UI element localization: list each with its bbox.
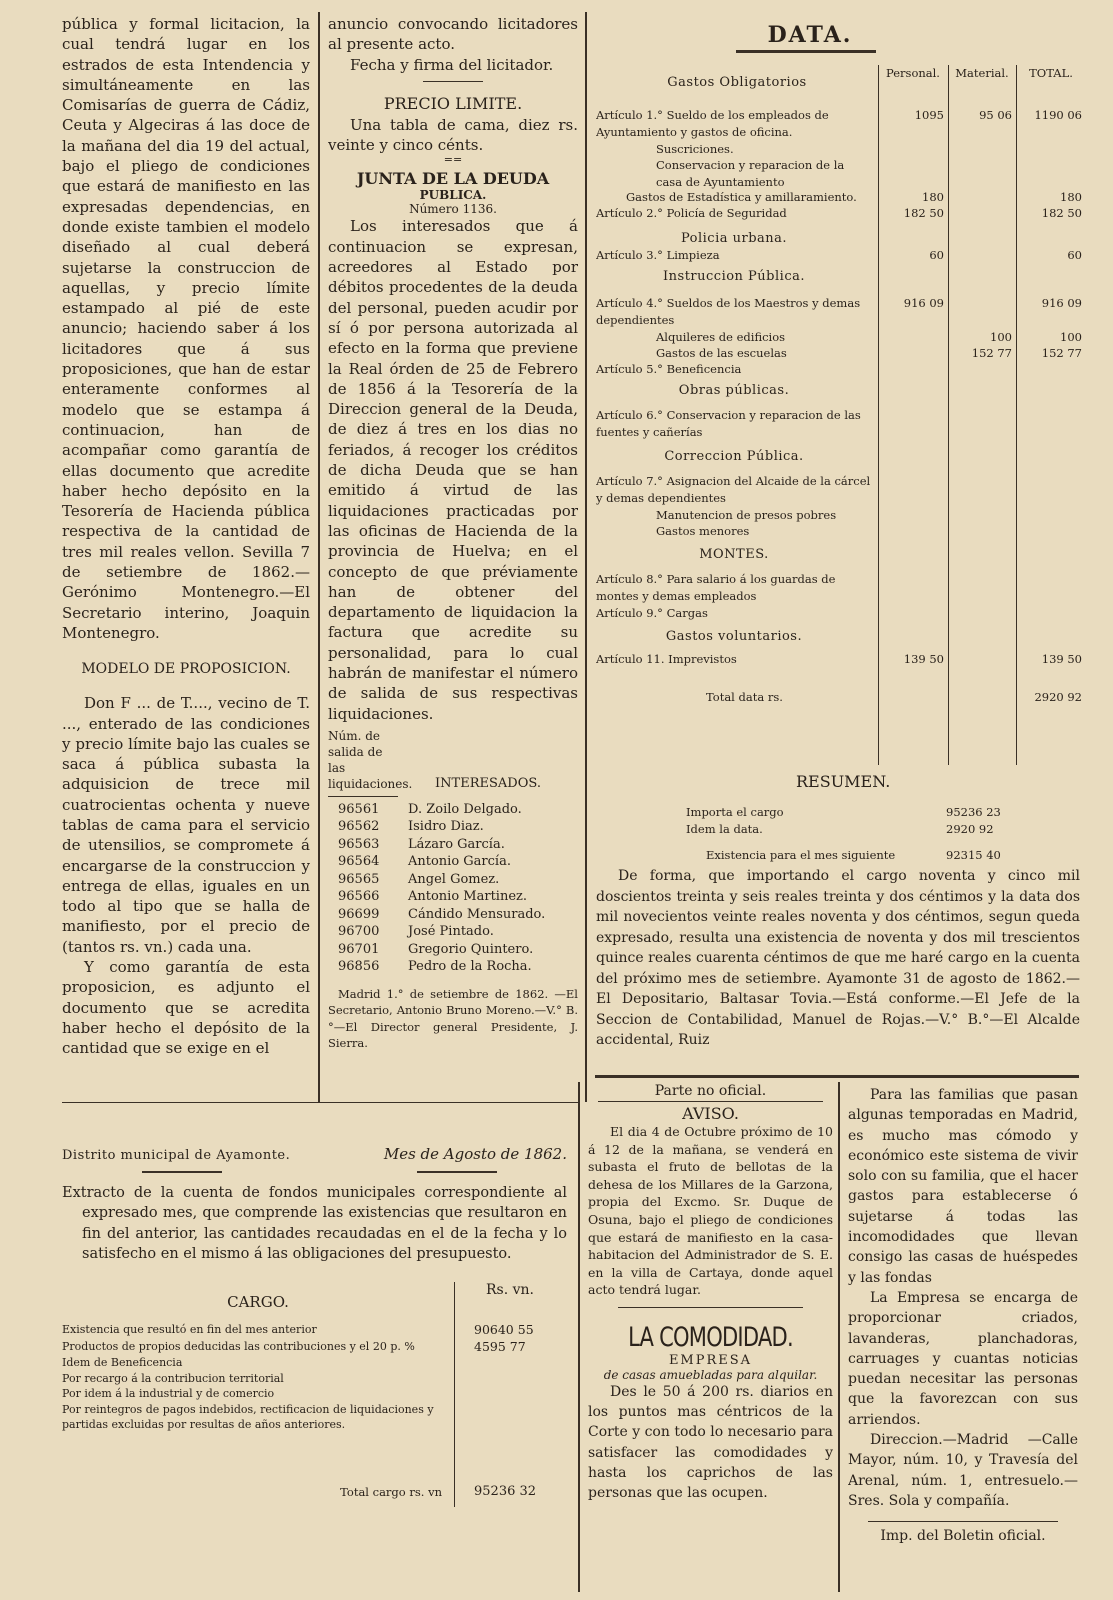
interesados-header [328, 728, 578, 792]
material-value [948, 689, 1016, 711]
data-row [596, 571, 1104, 605]
total-value: 139 50 [1041, 652, 1082, 666]
interesado-name: Pedro de la Rocha. [408, 959, 532, 975]
publica-heading: PUBLICA. [419, 188, 487, 203]
data-row [596, 623, 1104, 651]
data-row [596, 651, 1104, 689]
personal-value [878, 263, 948, 295]
total-value: 60 [1067, 248, 1082, 262]
data-row [596, 605, 1104, 623]
data-row-label: Instruccion Pública. [663, 269, 805, 284]
salida-number: 96565 [338, 871, 380, 887]
table-row [328, 923, 578, 941]
distrito-section [62, 1145, 567, 1585]
data-row [596, 473, 1104, 507]
resumen-text: De forma, que importando el cargo noventa y cinco mil doscientos treinta y seis reales treinta y dos céntimos y la data dos mil novecientos veinte reales noventa y dos céntimos, segun queda expresado, resulta una existencia de noventa y dos mil trescientos quince reales cuarenta céntimos de que me haré cargo en la cuenta del próximo mes de setiembre. Ayamonte 31 de agosto de 1862.—El Depositario, Baltasar Tovia.—Está conforme.—El Jefe de la Seccion de Contabilidad, Manuel de Rojas.—V.° B.°—El Alcalde accidental, Ruiz [596, 868, 1080, 1048]
col-header-interesados: INTERESADOS. [435, 775, 541, 791]
total-value [1016, 263, 1086, 295]
empresa-text: La Empresa se encarga de proporcionar criados, lavanderas, planchadoras, carruages y cuantas noticias puedan necesitar las personas que la favorezcan con sus arriendos. [848, 1289, 1078, 1428]
precio-heading: PRECIO LIMITE. [383, 93, 523, 113]
distrito-month: Mes de Agosto de 1862. [383, 1145, 567, 1163]
data-row-label: Conservacion y reparacion de la casa de Ayuntamiento [656, 158, 845, 189]
right-column [848, 1085, 1078, 1595]
data-row [596, 407, 1104, 443]
data-row [596, 141, 1104, 157]
data-row-label: Artículo 3.° Limpieza [596, 248, 720, 262]
personal-header: Personal. [886, 66, 940, 80]
data-row [596, 107, 1104, 141]
resumen-data-label: Idem la data. [686, 821, 763, 836]
personal-value [878, 377, 948, 407]
data-row [596, 205, 1104, 225]
personal-value [878, 225, 948, 247]
table-row [328, 871, 578, 889]
resumen-data-value: 2920 92 [946, 821, 994, 836]
material-value [948, 605, 1016, 623]
interesado-name: Isidro Diaz. [408, 819, 484, 835]
data-row [596, 507, 1104, 523]
material-value [948, 523, 1016, 541]
interesado-name: José Pintado. [408, 924, 494, 940]
material-value [948, 247, 1016, 263]
data-row [596, 361, 1104, 377]
resumen-exist-label: Existencia para el mes siguiente [706, 848, 896, 862]
data-row-label: Artículo 8.° Para salario á los guardas de montes y demas empleados [596, 572, 836, 603]
imprenta-text: Imp. del Boletin oficial. [880, 1528, 1046, 1545]
salida-number: 96563 [338, 836, 380, 852]
personal-value [878, 361, 948, 377]
material-value [948, 263, 1016, 295]
table-row [328, 853, 578, 871]
personal-value: 139 50 [903, 652, 944, 666]
total-cargo-label: Total cargo rs. vn [340, 1485, 442, 1500]
comodidad-title: LA COMODIDAD. [628, 1321, 793, 1353]
salida-number: 96566 [338, 889, 380, 905]
personal-value [878, 141, 948, 157]
total-value: 2920 92 [1034, 690, 1082, 704]
anuncio-text: anuncio convocando licitadores al presente acto. [328, 15, 578, 54]
data-row [596, 329, 1104, 345]
extracto-text: Extracto de la cuenta de fondos municipales correspondiente al expresado mes, que comprende las existencias que resultaron en fin del anterior, las cantidades recaudadas en el de la fecha y lo satisfecho en el mismo á las obligaciones del presupuesto. [62, 1185, 567, 1262]
data-row-label: MONTES. [699, 547, 769, 562]
personal-value: 1095 [914, 108, 944, 122]
aviso-title: AVISO. [682, 1104, 739, 1123]
data-row-label: Artículo 1.° Sueldo de los empleados de Ayuntamiento y gastos de oficina. [596, 108, 829, 139]
personal-value [878, 689, 948, 711]
rs-label: Rs. vn. [485, 1282, 534, 1299]
personal-value [878, 473, 948, 507]
personal-value [878, 507, 948, 523]
personal-value [878, 523, 948, 541]
data-row-label: Correccion Pública. [664, 449, 804, 464]
material-value [948, 205, 1016, 225]
data-row [596, 295, 1104, 329]
gastos-obligatorios: Gastos Obligatorios [667, 75, 807, 90]
personal-value [878, 541, 948, 571]
col-header-num: Núm. de salida de las liquidaciones. [328, 728, 413, 791]
divider [423, 81, 483, 82]
material-value [948, 189, 1016, 205]
junta-heading: JUNTA DE LA DEUDA [356, 169, 550, 189]
cargo-title: CARGO. [227, 1293, 289, 1312]
resumen-cargo-label: Importa el cargo [686, 805, 784, 819]
salida-number: 96561 [338, 801, 380, 817]
total-value: 182 50 [1041, 206, 1082, 220]
rule-distrito-top [62, 1102, 578, 1103]
material-value [948, 295, 1016, 329]
resumen-table [596, 804, 1096, 864]
material-value [948, 141, 1016, 157]
data-row [596, 523, 1104, 541]
personal-value [878, 329, 948, 345]
cargo-row [62, 1339, 567, 1356]
data-row-label: Gastos de las escuelas [656, 346, 787, 360]
total-cargo-value: 95236 32 [474, 1484, 537, 1500]
personal-value [878, 443, 948, 473]
table-row [328, 888, 578, 906]
material-value [948, 507, 1016, 523]
salida-number: 96856 [338, 959, 380, 975]
material-value [948, 541, 1016, 571]
material-value: 152 77 [971, 346, 1012, 360]
data-table [596, 65, 1104, 711]
interesado-name: Angel Gomez. [408, 871, 500, 887]
total-value: 180 [1060, 190, 1082, 204]
data-row [596, 377, 1104, 407]
data-row [596, 189, 1104, 205]
total-value: 152 77 [1041, 346, 1082, 360]
data-row-label: Artículo 5.° Beneficencia [596, 362, 742, 376]
material-value [948, 225, 1016, 247]
total-value [1016, 571, 1086, 605]
total-value [1016, 141, 1086, 157]
personal-value [878, 407, 948, 443]
interesado-name: D. Zoilo Delgado. [408, 801, 522, 817]
data-row-label: Total data rs. [706, 690, 783, 704]
data-row [596, 345, 1104, 361]
total-header: TOTAL. [1029, 66, 1073, 80]
precio-text: Una tabla de cama, diez rs. veinte y cinco cénts. [328, 115, 578, 155]
personal-value: 180 [922, 190, 944, 204]
interesado-name: Gregorio Quintero. [408, 941, 534, 957]
double-rule: == [443, 153, 463, 167]
data-row-label: Policia urbana. [680, 231, 788, 246]
interesados-list [328, 801, 578, 976]
data-row-label: Artículo 6.° Conservacion y reparacion de las fuentes y cañerías [596, 408, 861, 439]
cargo-table [62, 1282, 567, 1500]
cargo-label: Idem de Beneficencia [62, 1356, 183, 1370]
numero-label: Número 1136. [409, 202, 497, 217]
material-value [948, 377, 1016, 407]
personal-value [878, 623, 948, 651]
data-row-label: Gastos de Estadística y amillaramiento. [626, 190, 857, 204]
data-row-label: Artículo 7.° Asignacion del Alcaide de la cárcel y demas dependientes [596, 474, 871, 505]
fecha-firma: Fecha y firma del licitador. [350, 55, 554, 74]
cargo-value: 90640 55 [474, 1322, 534, 1338]
cargo-value [454, 1355, 474, 1371]
salida-number: 96562 [338, 819, 380, 835]
interesado-name: Lázaro García. [408, 836, 505, 852]
interesado-name: Antonio Martinez. [408, 889, 528, 905]
cargo-label: Por idem á la industrial y de comercio [62, 1387, 275, 1401]
garantia-text: Y como garantía de esta proposicion, es adjunto el documento que se acredita haber hecho el depósito de la cantidad que se exige en el [62, 958, 310, 1058]
data-row-label: Obras públicas. [678, 383, 790, 398]
total-value [1016, 473, 1086, 507]
data-row-label: Alquileres de edificios [656, 330, 786, 344]
cargo-value [454, 1402, 474, 1433]
data-row-label: Artículo 11. Imprevistos [596, 652, 737, 666]
material-value [948, 361, 1016, 377]
cargo-row [62, 1322, 567, 1339]
data-row [596, 247, 1104, 263]
total-value [1016, 407, 1086, 443]
comodidad-text: Des le 50 á 200 rs. diarios en los puntos mas céntricos de la Corte y con todo lo necesario para satisfacer las comodidades y hasta los caprichos de las personas que las ocupen. [588, 1383, 833, 1501]
table-row [328, 836, 578, 854]
material-value: 95 06 [979, 108, 1012, 122]
modelo-heading: MODELO DE PROPOSICION. [81, 661, 291, 678]
table-row [328, 941, 578, 959]
cargo-row [62, 1371, 567, 1387]
aviso-text: El dia 4 de Octubre próximo de 10 á 12 de la mañana, se venderá en subasta el fruto de bellotas de la dehesa de los Millares de la Garzona, propia del Excmo. Sr. Duque de Osuna, bajo el pliego de condiciones que estará de manifiesto en la casa-habitacion del Administrador de S. E. en la villa de Cartaya, donde aquel acto tendrá lugar. [588, 1124, 833, 1298]
salida-number: 96701 [338, 941, 380, 957]
column-1 [62, 14, 310, 1099]
material-value [948, 571, 1016, 605]
cargo-row [62, 1386, 567, 1402]
total-value [1016, 623, 1086, 651]
salida-number: 96699 [338, 906, 380, 922]
data-title: DATA. [767, 22, 853, 48]
total-value: 100 [1060, 330, 1082, 344]
cargo-value: 4595 77 [474, 1338, 526, 1354]
interesado-name: Antonio García. [408, 854, 511, 870]
personal-value [878, 605, 948, 623]
distrito-title: Distrito municipal de Ayamonte. [62, 1148, 291, 1163]
licitacion-text: pública y formal licitacion, la cual tendrá lugar en los estrados de esta Intendencia y simultáneamente en las Comisarías de guerra de Cádiz, Ceuta y Algeciras á las doce de la mañana del dia 19 del actual, bajo el pliego de condiciones que estará de manifiesto en las expresadas dependencias, en donde existe tambien el modelo diseñado al cual deberá sujetarse la construccion de aquellas, y precio límite estampado al pié de este anuncio; haciendo saber á los licitadores que á sus proposiciones, que han de estar enteramente conformes al modelo que se estampa á continuacion, han de acompañar como garantía de ellas documento que acredite haber hecho depósito en la Tesorería de Hacienda pública respectiva de la cantidad de tres mil reales vellon. Sevilla 7 de setiembre de 1862.—Gerónimo Montenegro.—El Secretario interino, Joaquin Montenegro. [62, 15, 310, 642]
data-row-label: Suscriciones. [656, 142, 734, 156]
total-value: 1190 06 [1034, 108, 1082, 122]
material-value [948, 407, 1016, 443]
total-value [1016, 157, 1086, 189]
cargo-row [62, 1355, 567, 1371]
data-row [596, 443, 1104, 473]
personal-value [878, 571, 948, 605]
data-row-label: Artículo 2.° Policía de Seguridad [596, 206, 787, 220]
column-rule-4 [578, 1082, 580, 1592]
cargo-items [62, 1322, 567, 1433]
total-value [1016, 541, 1086, 571]
material-value [948, 473, 1016, 507]
cargo-value [454, 1371, 474, 1387]
personal-value [878, 345, 948, 361]
table-row [328, 906, 578, 924]
personal-value: 182 50 [903, 206, 944, 220]
data-row-label: Gastos voluntarios. [665, 629, 803, 644]
total-value [1016, 507, 1086, 523]
resumen-cargo-value: 95236 23 [946, 805, 1001, 819]
total-value [1016, 523, 1086, 541]
table-row [328, 801, 578, 819]
column-rule-2 [585, 12, 587, 1102]
salida-number: 96564 [338, 854, 380, 870]
cargo-label: Productos de propios deducidas las contribuciones y el 20 p. % [62, 1339, 415, 1353]
parte-section [588, 1083, 833, 1593]
total-value [1016, 443, 1086, 473]
total-value: 916 09 [1041, 296, 1082, 310]
total-value [1016, 605, 1086, 623]
column-2 [328, 14, 578, 1099]
data-row [596, 689, 1104, 711]
resumen-exist-value: 92315 40 [946, 848, 1001, 862]
resumen-title: RESUMEN. [796, 772, 891, 791]
material-header: Material. [955, 66, 1009, 80]
table-row [328, 818, 578, 836]
cargo-label: Por recargo á la contribucion territorial [62, 1371, 284, 1385]
personal-value: 60 [929, 248, 944, 262]
data-row [596, 225, 1104, 247]
data-row [596, 263, 1104, 295]
total-value [1016, 377, 1086, 407]
total-value [1016, 225, 1086, 247]
junta-signoff: Madrid 1.° de setiembre de 1862. —El Secretario, Antonio Bruno Moreno.—V.° B.°—El Director general Presidente, J. Sierra. [328, 986, 578, 1051]
personal-value: 916 09 [903, 296, 944, 310]
salida-number: 96700 [338, 924, 380, 940]
column-rule-1 [318, 12, 320, 1102]
column-rule-5 [838, 1082, 840, 1592]
cargo-label: Existencia que resultó en fin del mes anterior [62, 1323, 317, 1337]
cargo-label: Por reintegros de pagos indebidos, rectificacion de liquidaciones y partidas excluidas por resultas de años anteriores. [62, 1402, 434, 1432]
familias-text: Para las familias que pasan algunas temporadas en Madrid, es mucho mas cómodo y económico este sistema de vivir solo con su familia, que el hacer gastos para establecerse ó sujetarse á todas las incomodidades que llevan consigo las casas de huéspedes y las fondas [848, 1087, 1078, 1286]
interesado-name: Cándido Mensurado. [408, 906, 546, 922]
data-row [596, 157, 1104, 189]
data-row [596, 541, 1104, 571]
data-rows [596, 107, 1104, 711]
data-section [596, 14, 1104, 1089]
table-row [328, 958, 578, 976]
material-value [948, 157, 1016, 189]
empresa-title: EMPRESA [668, 1352, 753, 1368]
rule-resumen-bottom [595, 1075, 1079, 1078]
data-row-label: Gastos menores [656, 524, 750, 538]
material-value [948, 651, 1016, 689]
cargo-row [62, 1402, 567, 1433]
modelo-text: Don F ... de T...., vecino de T. ..., enterado de las condiciones y precio límite bajo las cuales se saca á pública subasta la adquisicion de trece mil cuatrocientas ochenta y nueve tablas de cama para el servicio de utensilios, se compromete á encargarse de la construccion y entrega de ellas, iguales en un todo al tipo que se halla de manifiesto, por el precio de (tantos rs. vn.) cada una. [62, 694, 310, 956]
personal-value [878, 157, 948, 189]
data-row-label: Artículo 9.° Cargas [596, 606, 708, 620]
data-row-label: Manutencion de presos pobres [656, 508, 837, 522]
material-value: 100 [990, 330, 1012, 344]
casas-subtitle: de casas amuebladas para alquilar. [603, 1367, 818, 1382]
junta-text: Los interesados que á continuacion se expresan, acreedores al Estado por débitos procedentes de la deuda del personal, pueden acudir por sí ó por persona autorizada al efecto en la forma que previene la Real órden de 25 de Febrero de 1856 á la Tesorería de la Direccion general de la Deuda, de diez á tres en los dias no feriados, á recoger los créditos de dicha Deuda que se han emitido á virtud de las liquidaciones practicadas por las oficinas de Hacienda de la provincia de Huelva; en el concepto de que préviamente han de obtener del departamento de liquidacion la factura que acredite su personalidad, para lo cual habrán de manifestar el número de salida de sus respectivas liquidaciones. [328, 217, 578, 723]
direccion-text: Direccion.—Madrid —Calle Mayor, núm. 10, y Travesía del Arenal, núm. 1, entresuelo.—Sres. Sola y compañía. [848, 1432, 1078, 1509]
material-value [948, 623, 1016, 651]
material-value [948, 443, 1016, 473]
total-value [1016, 361, 1086, 377]
data-row-label: Artículo 4.° Sueldos de los Maestros y demas dependientes [596, 296, 861, 327]
cargo-value [454, 1386, 474, 1402]
parte-title: Parte no oficial. [654, 1083, 767, 1099]
